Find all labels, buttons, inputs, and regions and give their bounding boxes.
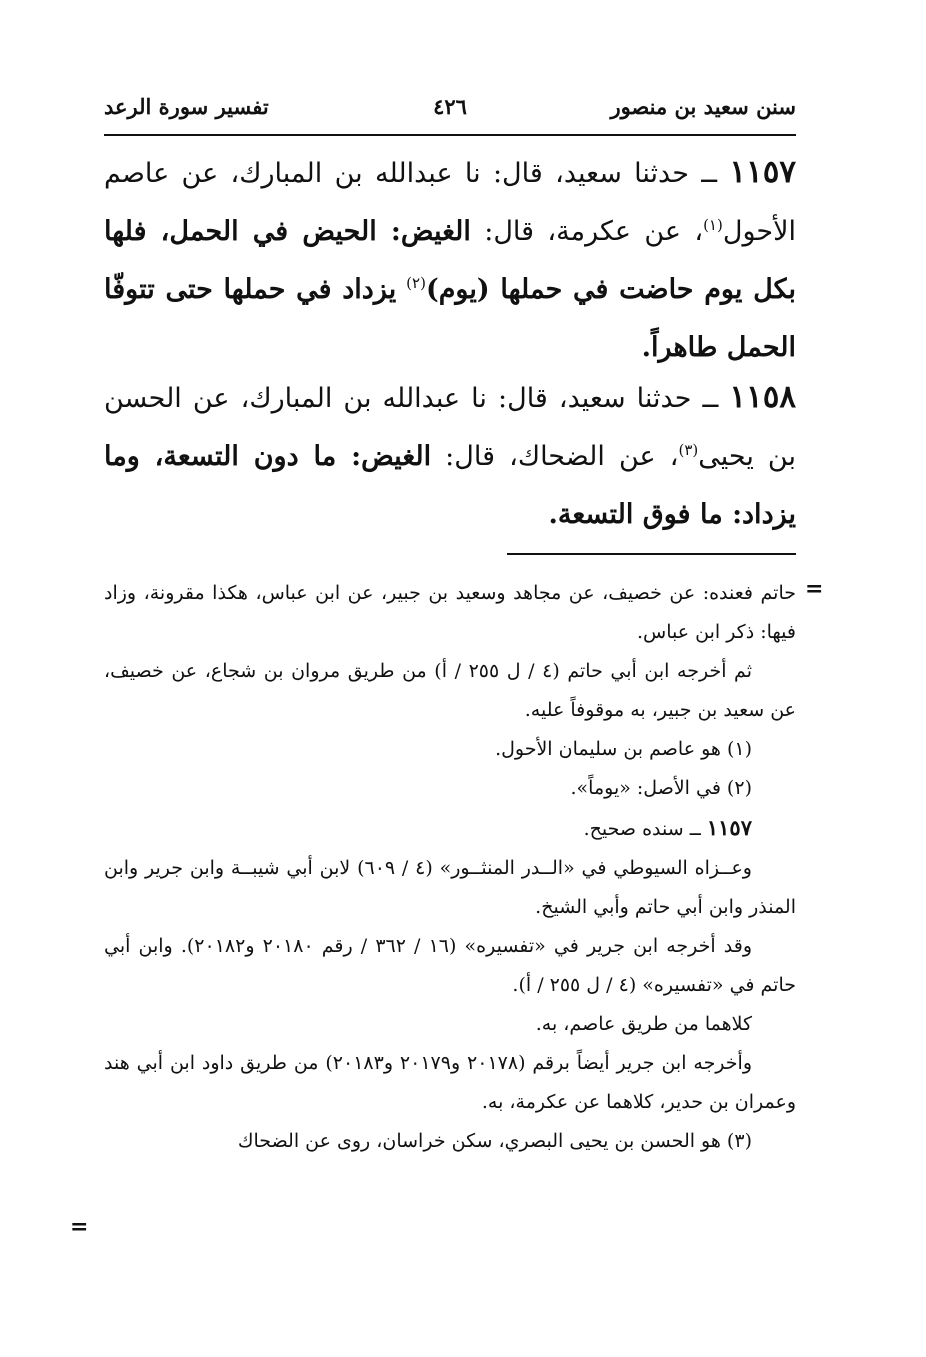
hadith-number: ١١٥٨ bbox=[729, 379, 796, 415]
hadith-isnad-cont: ، عن الضحاك، قال: bbox=[445, 441, 679, 472]
continuation-mark: = bbox=[805, 576, 824, 602]
hadith-isnad: ــ حدثنا سعيد، قال: نا عبدالله بن المبارك، عن عاصم الأحول bbox=[104, 158, 796, 247]
chapter-title: تفسير سورة الرعد bbox=[104, 94, 269, 119]
hadith-number: ١١٥٧ bbox=[729, 154, 796, 190]
footnote-paragraph: ثم أخرجه ابن أبي حاتم (٤ / ل ٢٥٥ / أ) من طريق مروان بن شجاع، عن خصيف، عن سعيد بن جبير، به موقوفاً عليه. bbox=[104, 660, 796, 721]
continuation-mark-end: = bbox=[70, 1214, 89, 1240]
page-number: ٤٢٦ bbox=[433, 94, 467, 119]
hadith-matn: الغيض: ما دون التسعة، وما يزداد: ما فوق التسعة. bbox=[104, 441, 796, 530]
book-title: سنن سعيد بن منصور bbox=[610, 94, 796, 119]
footnote-1: (١) هو عاصم بن سليمان الأحول. bbox=[495, 738, 752, 760]
hadith-matn-cont: يزداد في حملها حتى تتوفّا الحمل طاهراً. bbox=[104, 274, 796, 363]
footnote-2: (٢) في الأصل: «يوماً». bbox=[570, 777, 752, 799]
hadith-isnad: ــ حدثنا سعيد، قال: نا عبدالله بن المبارك، عن الحسن بن يحيى bbox=[104, 383, 796, 472]
footnote-3: (٣) هو الحسن بن يحيى البصري، سكن خراسان، روى عن الضحاك bbox=[237, 1130, 752, 1152]
running-header bbox=[104, 88, 796, 126]
footnote-hadith-text: ــ سنده صحيح. bbox=[583, 818, 701, 840]
footnote-ref: (١) bbox=[703, 216, 723, 234]
footnote-paragraph: حاتم فعنده: عن خصيف، عن مجاهد وسعيد بن جبير، عن ابن عباس، هكذا مقرونة، وزاد فيها: ذكر ابن عباس. bbox=[104, 582, 796, 643]
footnote-paragraph: وأخرجه ابن جرير أيضاً برقم (٢٠١٧٨ و٢٠١٧٩ و٢٠١٨٣) من طريق داود ابن أبي هند وعمران بن حدير، كلاهما عن عكرمة، به. bbox=[104, 1052, 796, 1113]
footnote-paragraph: وقد أخرجه ابن جرير في «تفسيره» (١٦ / ٣٦٢ / رقم ٢٠١٨٠ و٢٠١٨٢). وابن أبي حاتم في «تفسيره» (٤ / ل ٢٥٥ / أ). bbox=[104, 935, 796, 996]
footnote-paragraph: وعــزاه السيوطي في «الــدر المنثــور» (٤ / ٦٠٩) لابن أبي شيبــة وابن جرير وابن المنذر وابن أبي حاتم وأبي الشيخ. bbox=[104, 857, 796, 918]
footnote-hadith-1157 bbox=[104, 808, 796, 849]
hadith-1157 bbox=[104, 143, 796, 377]
hadith-isnad-cont: ، عن عكرمة، قال: bbox=[484, 216, 704, 247]
hadith-matn: الغيض: الحيض في الحمل، فلها بكل يوم حاضت في حملها (يوم) bbox=[104, 216, 796, 305]
footnote-hadith-number: ١١٥٧ bbox=[706, 815, 752, 840]
footnote-separator bbox=[507, 553, 796, 555]
header-rule bbox=[104, 134, 796, 136]
footnote-paragraph: كلاهما من طريق عاصم، به. bbox=[535, 1013, 752, 1035]
footnote-ref: (٢) bbox=[406, 274, 426, 292]
footnotes bbox=[104, 574, 796, 1161]
footnote-ref: (٣) bbox=[678, 441, 699, 459]
hadith-1158 bbox=[104, 368, 796, 544]
